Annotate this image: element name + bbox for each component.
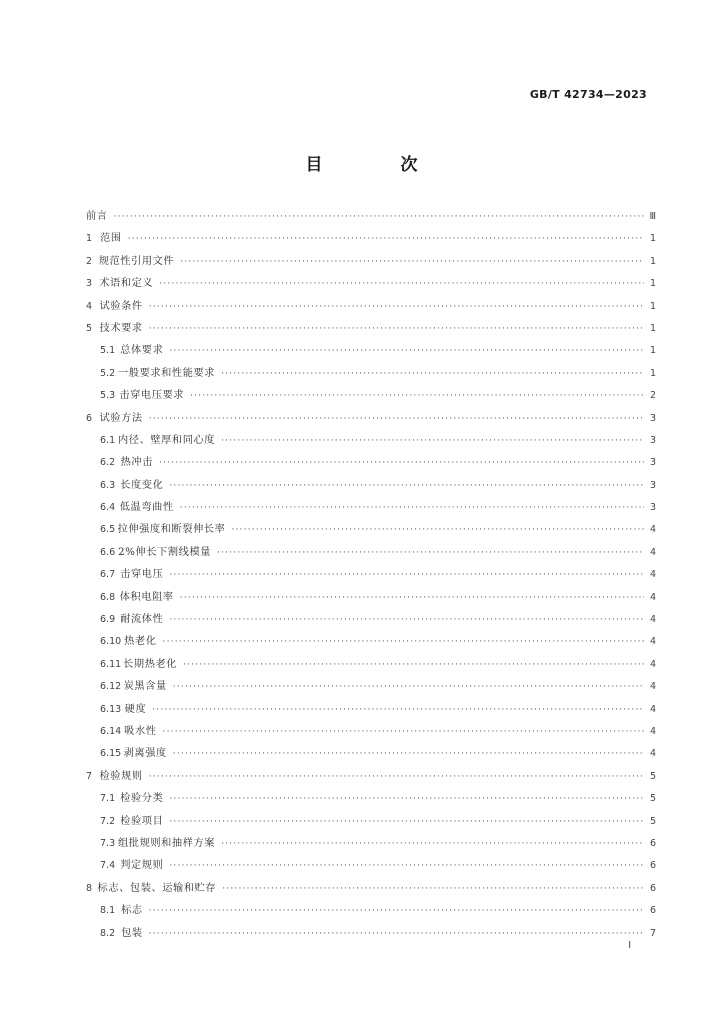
toc-entry-number: 8.1 xyxy=(100,905,116,917)
toc-entry-number: 6.1 xyxy=(100,434,116,446)
toc-entry[interactable] xyxy=(86,855,656,877)
toc-entry-title: 吸水性 xyxy=(124,725,157,737)
toc-entry[interactable] xyxy=(86,900,656,922)
toc-entry-number: 6 xyxy=(86,412,93,424)
toc-entry-title: 剥离强度 xyxy=(123,748,167,760)
toc-entry[interactable] xyxy=(86,631,656,653)
dot-leader xyxy=(163,721,644,743)
dot-leader xyxy=(180,251,644,273)
toc-entry-page: 1 xyxy=(649,300,656,312)
dot-leader xyxy=(222,878,644,900)
toc-entry-title: 标志 xyxy=(121,905,143,917)
toc-entry-title: 技术要求 xyxy=(99,322,143,334)
dot-leader xyxy=(221,363,644,385)
toc-entry-number: 7.1 xyxy=(100,793,116,805)
toc-entry[interactable] xyxy=(86,766,656,788)
toc-entry[interactable] xyxy=(86,878,656,900)
toc-entry-title: 热冲击 xyxy=(120,457,154,469)
toc-entry-page: Ⅲ xyxy=(649,211,656,222)
toc-entry-number: 6.3 xyxy=(100,479,116,491)
dot-leader xyxy=(169,475,644,497)
toc-entry[interactable] xyxy=(86,788,656,810)
toc-entry[interactable] xyxy=(86,811,656,833)
dot-leader xyxy=(169,788,644,810)
toc-entry-title: 耐流体性 xyxy=(120,614,164,626)
toc-entry[interactable] xyxy=(86,385,656,407)
dot-leader xyxy=(169,564,644,586)
toc-entry-page: 1 xyxy=(649,233,656,245)
toc-entry-title: 一般要求和性能要求 xyxy=(118,367,216,379)
toc-entry-number: 6.12 xyxy=(100,681,122,693)
toc-entry-title: 硬度 xyxy=(124,703,147,715)
toc-entry-title: 体积电阻率 xyxy=(119,591,174,603)
dot-leader xyxy=(149,318,644,340)
dot-leader xyxy=(173,676,644,698)
toc-entry-number: 6.4 xyxy=(100,502,116,514)
toc-entry[interactable] xyxy=(86,430,656,452)
toc-entry-title: 总体要求 xyxy=(120,345,164,357)
toc-entry-title: 检验项目 xyxy=(120,815,164,827)
toc-entry[interactable] xyxy=(86,833,656,855)
toc-entry-page: 1 xyxy=(649,345,656,357)
toc-entry-title: 长期热老化 xyxy=(123,658,178,670)
toc-entry-page: 5 xyxy=(649,770,656,782)
toc-entry[interactable] xyxy=(86,721,656,743)
toc-entry-page: 4 xyxy=(649,748,656,760)
toc-entry-number: 6.5 xyxy=(100,524,116,536)
toc-entry[interactable] xyxy=(86,340,656,362)
dot-leader xyxy=(169,811,644,833)
toc-entry[interactable] xyxy=(86,743,656,765)
toc-entry-page: 1 xyxy=(649,255,656,267)
toc-entry-title: 2%伸长下割线模量 xyxy=(118,546,212,558)
dot-leader xyxy=(128,228,644,250)
toc-entry[interactable] xyxy=(86,475,656,497)
dot-leader xyxy=(149,408,644,430)
toc-entry-page: 3 xyxy=(649,457,656,469)
dot-leader xyxy=(180,497,644,519)
toc-entry-page: 6 xyxy=(649,905,656,917)
toc-entry-number: 7.4 xyxy=(100,860,116,872)
toc-entry-title: 试验方法 xyxy=(99,412,143,424)
toc-entry-page: 3 xyxy=(649,434,656,446)
toc-entry-number: 6.2 xyxy=(100,457,116,469)
toc-entry[interactable] xyxy=(86,318,656,340)
dot-leader xyxy=(231,519,644,541)
toc-entry-title: 范围 xyxy=(100,233,122,245)
toc-entry-page: 3 xyxy=(649,479,656,491)
toc-entry-title: 炭黑含量 xyxy=(123,681,167,693)
toc-entry-page: 4 xyxy=(649,636,656,648)
toc-entry-page: 4 xyxy=(649,703,656,715)
toc-entry-number: 5.3 xyxy=(100,390,116,402)
toc-entry-page: 6 xyxy=(649,860,656,872)
dot-leader xyxy=(217,542,644,564)
toc-entry-page: 4 xyxy=(649,591,656,603)
dot-leader xyxy=(169,609,644,631)
toc-entry-page: 1 xyxy=(649,367,656,379)
toc-entry-title: 术语和定义 xyxy=(99,278,154,290)
toc-entry[interactable] xyxy=(86,273,656,295)
toc-entry-page: 3 xyxy=(649,502,656,514)
toc-entry-page: 1 xyxy=(649,278,656,290)
toc-entry[interactable] xyxy=(86,363,656,385)
dot-leader xyxy=(149,766,644,788)
toc-entry[interactable] xyxy=(86,676,656,698)
toc-entry-number: 1 xyxy=(86,233,93,245)
dot-leader xyxy=(169,855,644,877)
toc-entry[interactable] xyxy=(86,497,656,519)
toc-entry-page: 4 xyxy=(649,681,656,693)
dot-leader xyxy=(114,206,644,228)
dot-leader xyxy=(152,699,644,721)
toc-entry-page: 6 xyxy=(649,882,656,894)
toc-entry-number: 7.2 xyxy=(100,815,116,827)
dot-leader xyxy=(149,900,644,922)
toc-entry-number: 7.3 xyxy=(100,837,116,849)
toc-entry-page: 1 xyxy=(649,322,656,334)
toc-entry-title: 判定规则 xyxy=(120,860,164,872)
standard-code: GB/T 42734—2023 xyxy=(529,88,647,101)
page-number: I xyxy=(628,940,631,951)
toc-entry-title: 击穿电压要求 xyxy=(119,390,185,402)
dot-leader xyxy=(190,385,644,407)
toc-entry[interactable] xyxy=(86,296,656,318)
toc-entry-number: 5.2 xyxy=(100,367,116,379)
toc-entry[interactable] xyxy=(86,408,656,430)
toc-entry-number: 6.8 xyxy=(100,591,116,603)
toc-entry[interactable] xyxy=(86,923,656,945)
toc-entry[interactable] xyxy=(86,542,656,564)
toc-entry-number: 4 xyxy=(86,300,93,312)
toc-entry[interactable] xyxy=(86,564,656,586)
toc-entry-title: 热老化 xyxy=(124,636,157,648)
toc-entry-title: 击穿电压 xyxy=(120,569,164,581)
toc-entry[interactable] xyxy=(86,609,656,631)
toc-entry-page: 6 xyxy=(649,837,656,849)
toc-entry-title: 内径、壁厚和同心度 xyxy=(118,434,216,446)
toc-entry-number: 3 xyxy=(86,278,93,290)
toc-entry-title: 拉伸强度和断裂伸长率 xyxy=(117,524,226,536)
dot-leader xyxy=(221,833,644,855)
dot-leader xyxy=(180,587,644,609)
toc-entry-page: 7 xyxy=(649,927,656,939)
toc-entry-page: 4 xyxy=(649,546,656,558)
toc-entry-number: 6.7 xyxy=(100,569,116,581)
dot-leader xyxy=(159,273,644,295)
toc-entry-title: 检验规则 xyxy=(99,770,143,782)
toc-entry-title: 前言 xyxy=(86,211,108,222)
toc-entry-title: 检验分类 xyxy=(120,793,164,805)
toc-entry[interactable] xyxy=(86,452,656,474)
toc-entry-number: 6.11 xyxy=(100,658,122,670)
toc-entry-page: 5 xyxy=(649,815,656,827)
toc-entry-number: 5.1 xyxy=(100,345,116,357)
toc-entry[interactable] xyxy=(86,206,656,228)
dot-leader xyxy=(149,923,644,945)
toc-entry-number: 6.14 xyxy=(100,725,122,737)
dot-leader xyxy=(221,430,644,452)
toc-entry[interactable] xyxy=(86,587,656,609)
toc-entry[interactable] xyxy=(86,228,656,250)
dot-leader xyxy=(159,452,644,474)
dot-leader xyxy=(183,654,644,676)
toc-entry-number: 6.6 xyxy=(100,546,116,558)
toc-entry-number: 6.13 xyxy=(100,703,122,715)
toc-entry-title: 试验条件 xyxy=(99,300,143,312)
toc-entry-number: 6.15 xyxy=(100,748,122,760)
toc-entry-page: 4 xyxy=(649,725,656,737)
toc-entry-number: 8 xyxy=(86,882,93,894)
toc-entry-page: 5 xyxy=(649,793,656,805)
toc-entry-page: 4 xyxy=(649,524,656,536)
dot-leader xyxy=(169,340,644,362)
toc-entry-title: 长度变化 xyxy=(120,479,164,491)
dot-leader xyxy=(149,296,644,318)
toc-entry-title: 标志、包装、运输和贮存 xyxy=(97,882,217,894)
toc-entry-page: 4 xyxy=(649,658,656,670)
toc-entry-page: 2 xyxy=(649,390,656,402)
toc-entry-number: 7 xyxy=(86,770,93,782)
toc-entry-title: 低温弯曲性 xyxy=(119,502,174,514)
toc-entry[interactable] xyxy=(86,654,656,676)
toc-entry-page: 4 xyxy=(649,614,656,626)
table-of-contents xyxy=(86,206,656,945)
toc-entry-number: 6.10 xyxy=(100,636,122,648)
toc-entry[interactable] xyxy=(86,519,656,541)
toc-entry-number: 5 xyxy=(86,322,93,334)
toc-entry-number: 2 xyxy=(86,255,93,267)
toc-entry-page: 3 xyxy=(649,412,656,424)
toc-entry[interactable] xyxy=(86,699,656,721)
toc-entry-title: 包装 xyxy=(121,927,143,939)
page-title: 目 次 xyxy=(305,155,454,175)
toc-entry-number: 6.9 xyxy=(100,614,116,626)
toc-entry[interactable] xyxy=(86,251,656,273)
dot-leader xyxy=(173,743,644,765)
dot-leader xyxy=(163,631,644,653)
toc-entry-number: 8.2 xyxy=(100,927,116,939)
toc-entry-title: 组批规则和抽样方案 xyxy=(118,837,216,849)
toc-entry-title: 规范性引用文件 xyxy=(98,255,175,267)
toc-entry-page: 4 xyxy=(649,569,656,581)
